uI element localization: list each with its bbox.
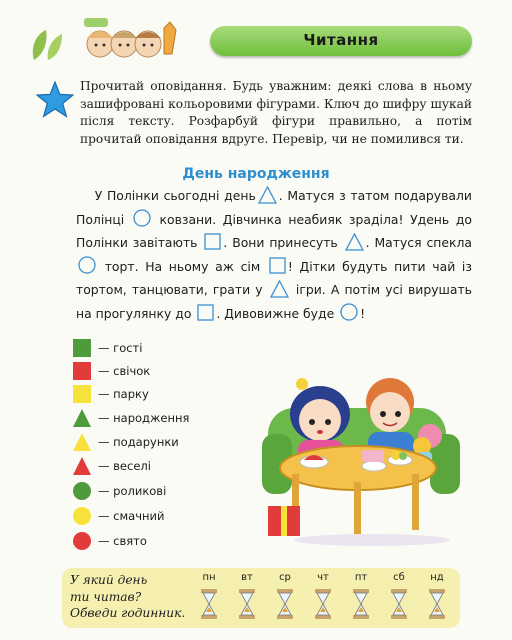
- key-word: — свято: [98, 534, 147, 548]
- green-triangle-icon: [72, 408, 92, 428]
- square-shape[interactable]: [269, 257, 286, 274]
- red-circle-icon: [72, 531, 92, 551]
- key-word: — народження: [98, 411, 190, 425]
- hourglass-icon[interactable]: [200, 588, 218, 620]
- yellow-circle-icon: [72, 506, 92, 526]
- leaves-icon: [28, 28, 68, 62]
- hourglass-icon[interactable]: [390, 588, 408, 620]
- story-part: торт. На ньому аж сім: [104, 258, 261, 274]
- star-icon: [36, 81, 74, 119]
- story-text: [76, 184, 472, 326]
- day-label: чт: [317, 572, 329, 583]
- circle-shape[interactable]: [340, 303, 358, 321]
- instruction-text: Прочитай оповідання. Будь уважним: деякі слова в ньому зашифровані кольоровими фігурами. Ключ до шифру шукай після тексту. Розфарбуй фігури правильно, а потім прочитай оповідання вдруге. Перевір, чи не помилився ти.: [80, 79, 472, 146]
- question-line: Обведи годинник.: [70, 606, 186, 620]
- circle-shape[interactable]: [133, 209, 151, 227]
- day-label: вт: [241, 572, 253, 583]
- square-shape[interactable]: [204, 233, 221, 250]
- story-title: День народження: [182, 166, 330, 182]
- triangle-shape[interactable]: [258, 186, 277, 204]
- green-circle-icon: [72, 481, 92, 501]
- key-word: — роликові: [98, 484, 167, 498]
- day-label: нд: [430, 572, 444, 583]
- story-part: ! Дітки будуть пити чай із тортом, танцювати, грати у: [76, 258, 472, 298]
- red-square-icon: [72, 361, 92, 381]
- hourglass-icon[interactable]: [276, 588, 294, 620]
- story-part: У Полінки сьогодні день: [94, 188, 256, 203]
- red-triangle-icon: [72, 456, 92, 476]
- triangle-shape[interactable]: [345, 233, 364, 251]
- triangle-shape[interactable]: [270, 280, 289, 298]
- reading-day-question: [70, 572, 190, 622]
- hourglass-icon[interactable]: [428, 588, 446, 620]
- section-title: Читання: [303, 31, 379, 49]
- story-part: ковзани. Дівчинка неабияк зраділа! Удень до Полінки завітають: [76, 211, 472, 251]
- question-line: У який день: [70, 573, 148, 587]
- yellow-square-icon: [72, 384, 92, 404]
- key-word: — гості: [98, 341, 143, 355]
- story-part: . Матуся спекла: [365, 235, 472, 251]
- story-part: . Дивовижне буде: [216, 305, 335, 321]
- hourglass-icon[interactable]: [352, 588, 370, 620]
- question-line: ти читав?: [70, 589, 142, 604]
- kids-logo: [82, 14, 182, 62]
- section-tab: [210, 26, 472, 56]
- key-word: — парку: [98, 387, 149, 401]
- day-label: сб: [393, 572, 405, 583]
- day-label: ср: [279, 572, 291, 583]
- children-tea-party-illustration: [262, 356, 460, 548]
- day-label: пн: [202, 572, 216, 583]
- key-word: — веселі: [98, 459, 151, 473]
- square-shape[interactable]: [197, 304, 214, 321]
- yellow-triangle-icon: [72, 432, 92, 452]
- green-square-icon: [72, 338, 92, 358]
- day-label: пт: [354, 572, 368, 583]
- story-part: . Матуся з татом подарували Полінці: [76, 188, 472, 227]
- key-word: — подарунки: [98, 435, 179, 449]
- hourglass-icon[interactable]: [314, 588, 332, 620]
- key-word: — смачний: [98, 509, 165, 523]
- story-part: . Вони принесуть: [223, 235, 338, 251]
- story-part: !: [360, 305, 366, 321]
- story-part: ігри. А потім усі вирушать на прогулянку до: [76, 282, 472, 321]
- circle-shape[interactable]: [78, 256, 96, 274]
- hourglass-icon[interactable]: [238, 588, 256, 620]
- key-word: — свічок: [98, 364, 151, 378]
